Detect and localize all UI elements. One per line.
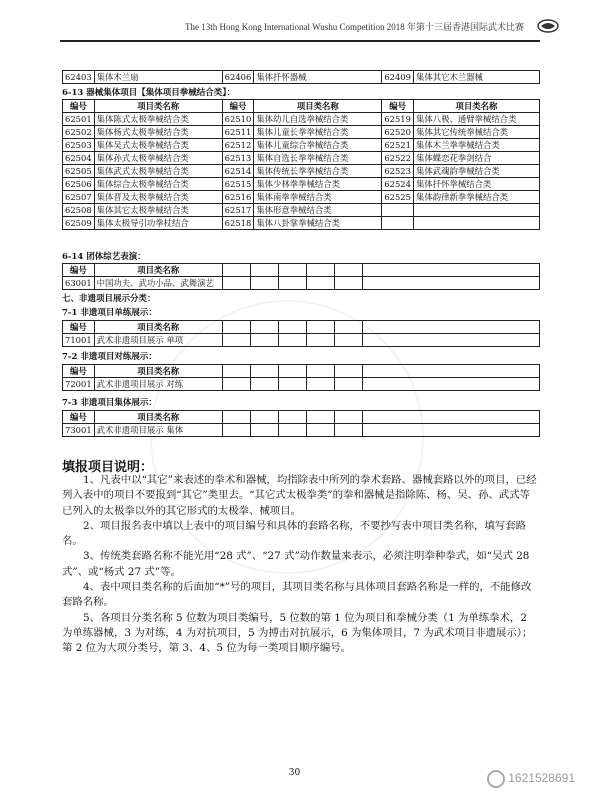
name-cell: 武术非遗项目展示 集体 <box>94 424 222 437</box>
page-header <box>60 18 560 36</box>
notes-title: 填报项目说明： <box>62 460 154 475</box>
notes-body <box>62 473 540 657</box>
name-cell: 中国功夫、武功小品、武舞演艺 <box>94 277 222 290</box>
name-cell: 集体扦怀器械 <box>254 71 382 84</box>
section-title-6-14: 6-14 团体综艺表演： <box>62 252 146 262</box>
header-rule <box>60 40 540 42</box>
code-cell: 62521 <box>382 139 414 152</box>
name-cell: 集体武魂韵拳械结合类 <box>413 165 539 178</box>
name-cell: 武术非遗项目展示 单项 <box>94 334 222 347</box>
code-cell: 62518 <box>222 217 254 230</box>
watermark <box>487 770 575 788</box>
code-cell: 62510 <box>222 113 254 126</box>
table-header-row <box>63 365 540 378</box>
table-row <box>63 165 540 178</box>
name-cell: 集体南拳拳械结合类 <box>254 191 382 204</box>
name-cell: 集体综合太极拳械结合类 <box>94 178 222 191</box>
code-cell: 62516 <box>222 191 254 204</box>
name-cell: 集体少林拳拳械结合类 <box>254 178 382 191</box>
column-header: 编号 <box>63 100 95 113</box>
code-cell: 62403 <box>63 71 95 84</box>
column-header: 项目类名称 <box>94 365 222 378</box>
column-header: 项目类名称 <box>94 321 222 334</box>
table-row <box>63 152 540 165</box>
code-cell: 62511 <box>222 126 254 139</box>
code-cell: 72001 <box>63 378 95 391</box>
table-row <box>63 178 540 191</box>
table-7-1 <box>62 320 540 347</box>
code-cell <box>382 217 414 230</box>
column-header: 项目类名称 <box>413 100 539 113</box>
name-cell: 集体幼儿自选拳械结合类 <box>254 113 382 126</box>
table-row <box>63 334 540 347</box>
section-title-7: 七、非遗项目展示分类： <box>62 294 156 304</box>
note-paragraph: 3、传统类套路名称不能光用“28 式”、“27 式”动作数量来表示，必须注明拳种拳式，如“吴式 28 式”、或“杨式 27 式”等。 <box>62 550 530 578</box>
name-cell: 集体吴式太极拳械结合类 <box>94 139 222 152</box>
code-cell: 62501 <box>63 113 95 126</box>
competition-logo-icon <box>536 18 560 34</box>
code-cell: 62502 <box>63 126 95 139</box>
name-cell: 集体其它太极拳械结合类 <box>94 204 222 217</box>
table-row <box>63 204 540 217</box>
table-row <box>63 71 540 84</box>
code-cell: 62524 <box>382 178 414 191</box>
code-cell: 62506 <box>63 178 95 191</box>
name-cell: 集体杨式太极拳械结合类 <box>94 126 222 139</box>
code-cell: 62514 <box>222 165 254 178</box>
code-cell: 62507 <box>63 191 95 204</box>
table-7-2 <box>62 364 540 391</box>
table-row <box>63 217 540 230</box>
table-header-row <box>63 100 540 113</box>
column-header: 编号 <box>63 411 95 424</box>
column-header: 项目类名称 <box>94 100 222 113</box>
name-cell: 集体晋及太极拳械结合类 <box>94 191 222 204</box>
code-cell: 62515 <box>222 178 254 191</box>
section-title-7-2: 7-2 非遗项目对练展示： <box>62 352 157 362</box>
name-cell: 集体自选长拳拳械结合类 <box>254 152 382 165</box>
code-cell: 71001 <box>63 334 95 347</box>
table-row <box>63 424 540 437</box>
column-header: 编号 <box>382 100 414 113</box>
name-cell: 集体韵律新拳拳械结合类 <box>413 191 539 204</box>
code-cell <box>382 204 414 217</box>
name-cell: 集体扦怀拳械结合类 <box>413 178 539 191</box>
table-row <box>63 113 540 126</box>
table-row <box>63 277 540 290</box>
name-cell <box>413 217 539 230</box>
column-header: 项目类名称 <box>254 100 382 113</box>
table-7-3 <box>62 410 540 437</box>
column-header: 编号 <box>63 321 95 334</box>
code-cell: 62504 <box>63 152 95 165</box>
wechat-icon <box>487 770 505 788</box>
table-continuation <box>62 70 540 84</box>
table-header-row <box>63 411 540 424</box>
code-cell: 62517 <box>222 204 254 217</box>
code-cell: 62509 <box>63 217 95 230</box>
note-paragraph: 2、项目报名表中填以上表中的项目编号和具体的套路名称，不要抄写表中项目类名称，填写套路名。 <box>62 519 527 548</box>
name-cell: 集体木兰拳拳械结合类 <box>413 139 539 152</box>
note-paragraph: 1、凡表中以“其它”来表述的拳术和器械，均指除表中所列的拳术套路、器械套路以外的项目，已经列入表中的项目不要报到“其它”类里去。“其它式太极拳类”的拳和器械是指除陈、杨、吴、孙、武式等已列入的太极拳以外的其它形式的太极拳、械项目。 <box>62 474 537 517</box>
name-cell: 集体陈式太极拳械结合类 <box>94 113 222 126</box>
column-header: 编号 <box>63 365 95 378</box>
code-cell: 62513 <box>222 152 254 165</box>
table-row <box>63 378 540 391</box>
header-title: The 13th Hong Kong International Wushu Competition 2018 年第十三届香港国际武术比赛 <box>185 22 524 32</box>
table-header-row <box>63 321 540 334</box>
name-cell <box>413 204 539 217</box>
table-row <box>63 191 540 204</box>
name-cell: 集体蝶恋花拳剑结合 <box>413 152 539 165</box>
code-cell: 63001 <box>63 277 95 290</box>
name-cell: 集体形意拳械结合类 <box>254 204 382 217</box>
name-cell: 集体八极、通臂拳械结合类 <box>413 113 539 126</box>
code-cell: 62519 <box>382 113 414 126</box>
code-cell: 62409 <box>382 71 414 84</box>
code-cell: 62522 <box>382 152 414 165</box>
column-header: 项目类名称 <box>94 411 222 424</box>
name-cell: 集体太极导引功拳杖结合 <box>94 217 222 230</box>
column-header: 项目类名称 <box>94 264 222 277</box>
name-cell: 集体儿童综合拳械结合类 <box>254 139 382 152</box>
code-cell: 73001 <box>63 424 95 437</box>
watermark-text: 1621528691 <box>508 771 575 786</box>
name-cell: 武术非遗项目展示 对练 <box>94 378 222 391</box>
code-cell: 62406 <box>222 71 254 84</box>
code-cell: 62525 <box>382 191 414 204</box>
code-cell: 62508 <box>63 204 95 217</box>
name-cell: 集体木兰扇 <box>94 71 222 84</box>
section-title-7-1: 7-1 非遗项目单练展示： <box>62 308 157 318</box>
name-cell: 集体传统长拳拳械结合类 <box>254 165 382 178</box>
table-header-row <box>63 264 540 277</box>
name-cell: 集体孙式太极拳械结合类 <box>94 152 222 165</box>
name-cell: 集体其它木兰器械 <box>413 71 539 84</box>
code-cell: 62520 <box>382 126 414 139</box>
name-cell: 集体儿童长拳拳械结合类 <box>254 126 382 139</box>
column-header: 编号 <box>63 264 95 277</box>
table-row <box>63 139 540 152</box>
code-cell: 62523 <box>382 165 414 178</box>
table-row <box>63 126 540 139</box>
name-cell: 集体其它传统拳械结合类 <box>413 126 539 139</box>
section-title-6-13: 6-13 器械集体项目【集体项目拳械结合类】： <box>62 88 235 98</box>
code-cell: 62503 <box>63 139 95 152</box>
column-header: 编号 <box>222 100 254 113</box>
page-number: 30 <box>288 768 301 778</box>
table-6-14 <box>62 263 540 290</box>
code-cell: 62512 <box>222 139 254 152</box>
table-6-13 <box>62 99 540 230</box>
section-title-7-3: 7-3 非遗项目集体展示： <box>62 398 157 408</box>
name-cell: 集体武式太极拳械结合类 <box>94 165 222 178</box>
name-cell: 集体八卦掌拳械结合类 <box>254 217 382 230</box>
note-paragraph: 4、表中项目类名称的后面加“*”号的项目，其项目类名称与具体项目套路名称是一样的，不能修改套路名称。 <box>62 581 532 609</box>
note-paragraph: 5、各项目分类名称 5 位数为项目类编号，5 位数的第 1 位为项目和拳械分类（1 为单练拳术，2 为单练器械，3 为对练，4 为对抗项目，5 为搏击对抗展示，6 为集体项目，7 为武术项目非遗展示）；第 2 位为大项分类号，第 3、4、5 位为每一类项目顺序编号。 <box>62 611 533 655</box>
code-cell: 62505 <box>63 165 95 178</box>
